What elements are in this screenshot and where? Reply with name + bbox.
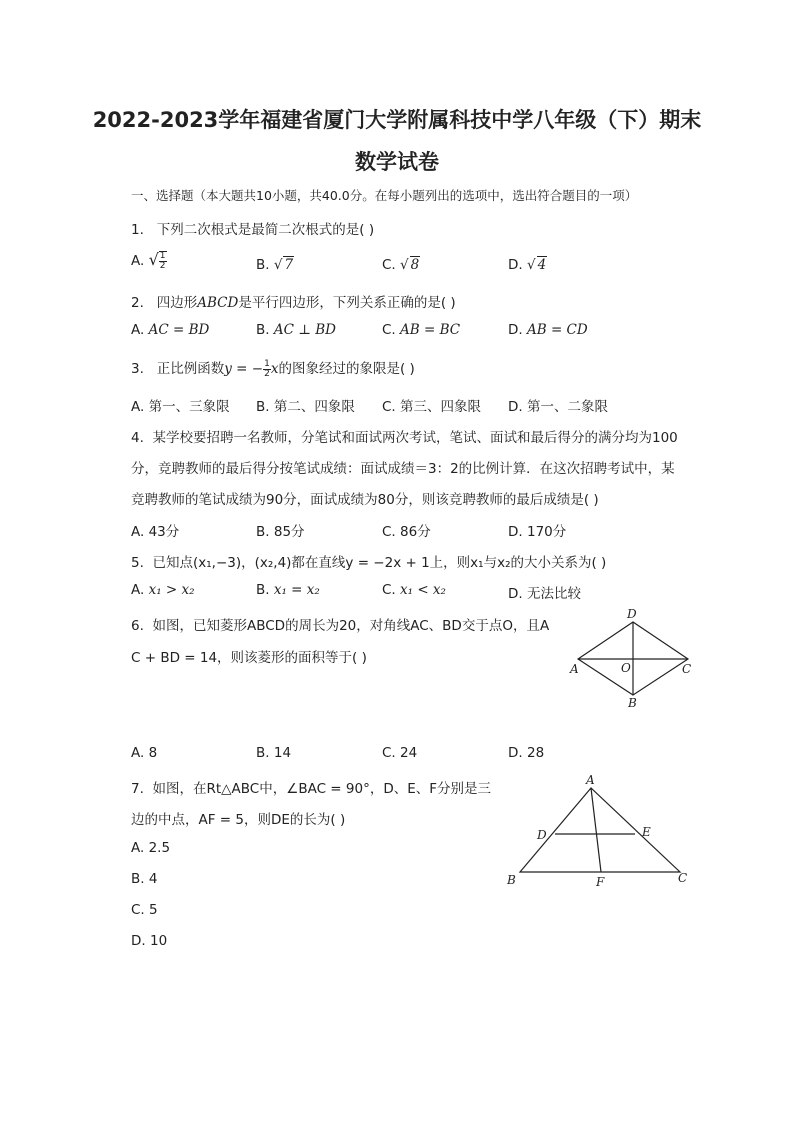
question-text-post: 是平行四边形，下列关系正确的是( ) [238,295,456,311]
option-text: 85分 [273,524,305,540]
question-number: 2. [131,295,144,311]
q2-option-c[interactable]: C. AB = BC [382,322,461,338]
q3-option-d[interactable]: D. 第一、二象限 [508,399,608,415]
question-1 [131,218,374,238]
q7-option-d[interactable]: D. 10 [131,933,168,949]
option-text: 第三、四象限 [400,399,482,415]
q1-option-c[interactable] [382,256,420,273]
question-3 [131,357,415,379]
option-text: x₁ = x₂ [273,582,320,598]
q4-option-c[interactable]: C. 86分 [382,524,431,540]
q6-option-b[interactable]: B. 14 [256,745,292,761]
question-number: 3. [131,361,144,377]
label-d: D [627,607,637,621]
q2-option-d[interactable]: D. AB = CD [508,322,588,338]
option-text: 28 [526,745,545,761]
question-text: 已知点(x₁,−3)，(x₂,4)都在直线y = −2x + 1上，则x₁与x₂的大小关系为( ) [152,555,607,571]
question-text-post: 的图象经过的象限是( ) [278,361,415,377]
question-number: 1. [131,222,144,238]
option-text: 第二、四象限 [273,399,355,415]
question-7-line2: 边的中点，AF = 5，则DE的长为( ) [131,812,346,828]
q4-option-d[interactable]: D. 170分 [508,524,567,540]
question-5 [131,551,606,571]
option-text: AC ⊥ BD [273,322,336,338]
question-number: 6. [131,618,144,634]
shape-name: ABCD [197,295,239,311]
question-number: 7. [131,781,144,797]
q3-option-a[interactable]: A. 第一、三象限 [131,399,230,415]
label-b: B [507,873,516,887]
segment-af [591,788,601,872]
sqrt-sign-icon: √ [400,257,409,273]
option-text: 14 [273,745,292,761]
option-text: 8 [148,745,158,761]
q1-option-d[interactable] [508,256,547,273]
label-c: C [678,871,688,885]
rhombus-figure [560,606,710,712]
option-text: 第一、三象限 [148,399,230,415]
paper-title-line2: 数学试卷 [355,150,439,174]
question-text: 下列二次根式是最简二次根式的是( ) [156,222,375,238]
section-header: 一、选择题（本大题共10小题，共40.0分。在每小题列出的选项中，选出符合题目的一项） [131,188,638,203]
question-4-line2: 分，竞聘教师的最后得分按笔试成绩：面试成绩＝3：2的比例计算．在这次招聘考试中，某 [131,461,675,477]
q6-option-a[interactable]: A. 8 [131,745,158,761]
question-4-line1: 4. 某学校要招聘一名教师，分笔试和面试两次考试，笔试、面试和最后得分的满分均为100 [131,430,678,446]
option-text: 无法比较 [526,586,581,602]
option-text: x₁ > x₂ [148,582,195,598]
question-number: 5. [131,555,144,571]
q7-option-a[interactable]: A. 2.5 [131,840,171,856]
q5-option-c[interactable]: C. x₁ < x₂ [382,582,446,598]
q4-option-b[interactable]: B. 85分 [256,524,305,540]
function-var: x [270,361,279,377]
option-text: 10 [149,933,168,949]
q6-option-d[interactable]: D. 28 [508,745,545,761]
q5-option-a[interactable]: A. x₁ > x₂ [131,582,195,598]
q5-option-b[interactable]: B. x₁ = x₂ [256,582,320,598]
q7-option-c[interactable]: C. 5 [131,902,158,918]
option-text: 第一、二象限 [526,399,608,415]
question-number: 4. [131,430,144,446]
sqrt-sign-icon: √ [273,257,283,273]
q7-option-b[interactable]: B. 4 [131,871,158,887]
label-o: O [621,661,631,675]
label-a: A [586,773,595,787]
radicand: 4 [537,257,547,273]
option-text: 2.5 [148,840,171,856]
label-f: F [596,875,605,889]
q3-option-b[interactable]: B. 第二、四象限 [256,399,355,415]
option-text: 43分 [148,524,180,540]
option-text: x₁ < x₂ [400,582,446,598]
radicand: 8 [410,257,420,273]
option-text: AB = CD [526,322,588,338]
question-4-line3: 竞聘教师的笔试成绩为90分，面试成绩为80分，则该竞聘教师的最后成绩是( ) [131,492,599,508]
label-e: E [642,825,651,839]
q2-option-a[interactable]: A. AC = BD [131,322,210,338]
function-fraction: $\frac{1}{2}$ [264,358,270,379]
option-label: B. [256,257,270,273]
label-d: D [537,828,547,842]
question-6-line1: 6. 如图，已知菱形ABCD的周长为20，对角线AC、BD交于点O，且A [131,618,550,634]
question-6-line2: C + BD = 14，则该菱形的面积等于( ) [131,650,367,666]
q4-option-a[interactable]: A. 43分 [131,524,180,540]
option-text: 86分 [400,524,431,540]
label-b: B [628,696,637,710]
radicand: 7 [284,257,294,273]
option-text: AB = BC [400,322,461,338]
option-label: D. [508,257,523,273]
sqrt-sign-icon: √ [148,250,159,269]
option-text: AC = BD [148,322,210,338]
q1-option-b[interactable] [256,256,294,273]
option-text: 5 [149,902,158,918]
option-label: C. [382,257,396,273]
question-2 [131,291,456,311]
q5-option-d[interactable]: D. 无法比较 [508,586,581,602]
question-text-pre: 四边形 [156,295,198,311]
option-text: 170分 [526,524,567,540]
paper-title-line1: 2022-2023学年福建省厦门大学附属科技中学八年级（下）期末 [92,108,702,132]
option-text: 4 [148,871,158,887]
q1-option-a[interactable] [131,250,167,271]
triangle-figure [498,772,698,892]
function-lhs: y = − [224,361,264,377]
q3-option-c[interactable]: C. 第三、四象限 [382,399,482,415]
label-c: C [682,662,692,676]
question-7-line1: 7. 如图，在Rt△ABC中，∠BAC = 90°，D、E、F分别是三 [131,781,492,797]
option-text: 24 [400,745,418,761]
radical-fraction: $\frac{1}{2}$ [159,251,166,271]
sqrt-sign-icon: √ [526,257,536,273]
q6-option-c[interactable]: C. 24 [382,745,418,761]
q2-option-b[interactable]: B. AC ⊥ BD [256,322,336,338]
question-text-pre: 正比例函数 [156,361,225,377]
option-label: A. [131,253,145,269]
label-a: A [570,662,579,676]
